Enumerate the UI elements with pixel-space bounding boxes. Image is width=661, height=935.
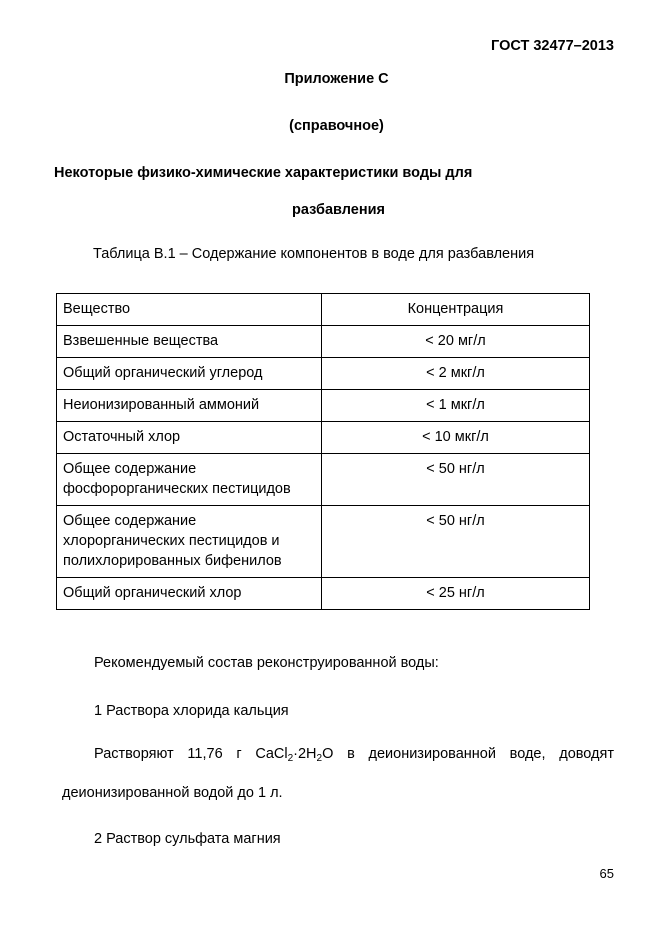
cell-concentration: < 50 нг/л: [322, 506, 590, 578]
page-number: 65: [599, 866, 614, 881]
cell-concentration: < 25 нг/л: [322, 578, 590, 610]
cell-substance: Общее содержание хлорорганических пестицидов и полихлорированных бифенилов: [57, 506, 322, 578]
item1-sub-a: 2: [287, 753, 294, 764]
table-row: [57, 326, 590, 358]
table-caption: Таблица В.1 – Содержание компонентов в воде для разбавления: [93, 246, 535, 262]
cell-concentration: < 20 мг/л: [322, 326, 590, 358]
cell-substance: Общий органический углерод: [57, 358, 322, 390]
table-row: [57, 390, 590, 422]
section-title-line1: Некоторые физико-химические характеристики воды для: [54, 165, 473, 181]
item1-text-c: O в деионизированной воде, доводят: [322, 746, 615, 762]
cell-substance: Взвешенные вещества: [57, 326, 322, 358]
cell-substance: Общее содержание фосфорорганических пестицидов: [57, 454, 322, 506]
table-row: [57, 454, 590, 506]
recommended-composition-intro: Рекомендуемый состав реконструированной воды:: [94, 655, 439, 671]
cell-concentration: < 2 мкг/л: [322, 358, 590, 390]
item2-title: 2 Раствор сульфата магния: [94, 831, 281, 847]
item1-title: 1 Раствора хлорида кальция: [94, 703, 289, 719]
item1-sub-b: 2: [316, 753, 323, 764]
table-row: [57, 506, 590, 578]
section-title-line2: разбавления: [292, 202, 385, 218]
document-code: ГОСТ 32477–2013: [491, 38, 614, 54]
appendix-title: Приложение С: [284, 71, 389, 87]
header-substance: Вещество: [57, 294, 322, 326]
cell-concentration: < 50 нг/л: [322, 454, 590, 506]
table-header-row: [57, 294, 590, 326]
cell-concentration: < 1 мкг/л: [322, 390, 590, 422]
table-body: [57, 326, 590, 610]
item1-text-b: ·2H: [293, 746, 317, 762]
table-row: [57, 578, 590, 610]
cell-substance: Общий органический хлор: [57, 578, 322, 610]
item1-text-a: Растворяют 11,76 г CaCl: [94, 746, 288, 762]
table-row: [57, 358, 590, 390]
appendix-type: (справочное): [289, 118, 384, 134]
components-table: [56, 293, 590, 610]
item1-text: [94, 744, 614, 764]
cell-substance: Неионизированный аммоний: [57, 390, 322, 422]
cell-substance: Остаточный хлор: [57, 422, 322, 454]
table-row: [57, 422, 590, 454]
item1-text-continued: деионизированной водой до 1 л.: [62, 785, 283, 801]
header-concentration: Концентрация: [322, 294, 590, 326]
cell-concentration: < 10 мкг/л: [322, 422, 590, 454]
